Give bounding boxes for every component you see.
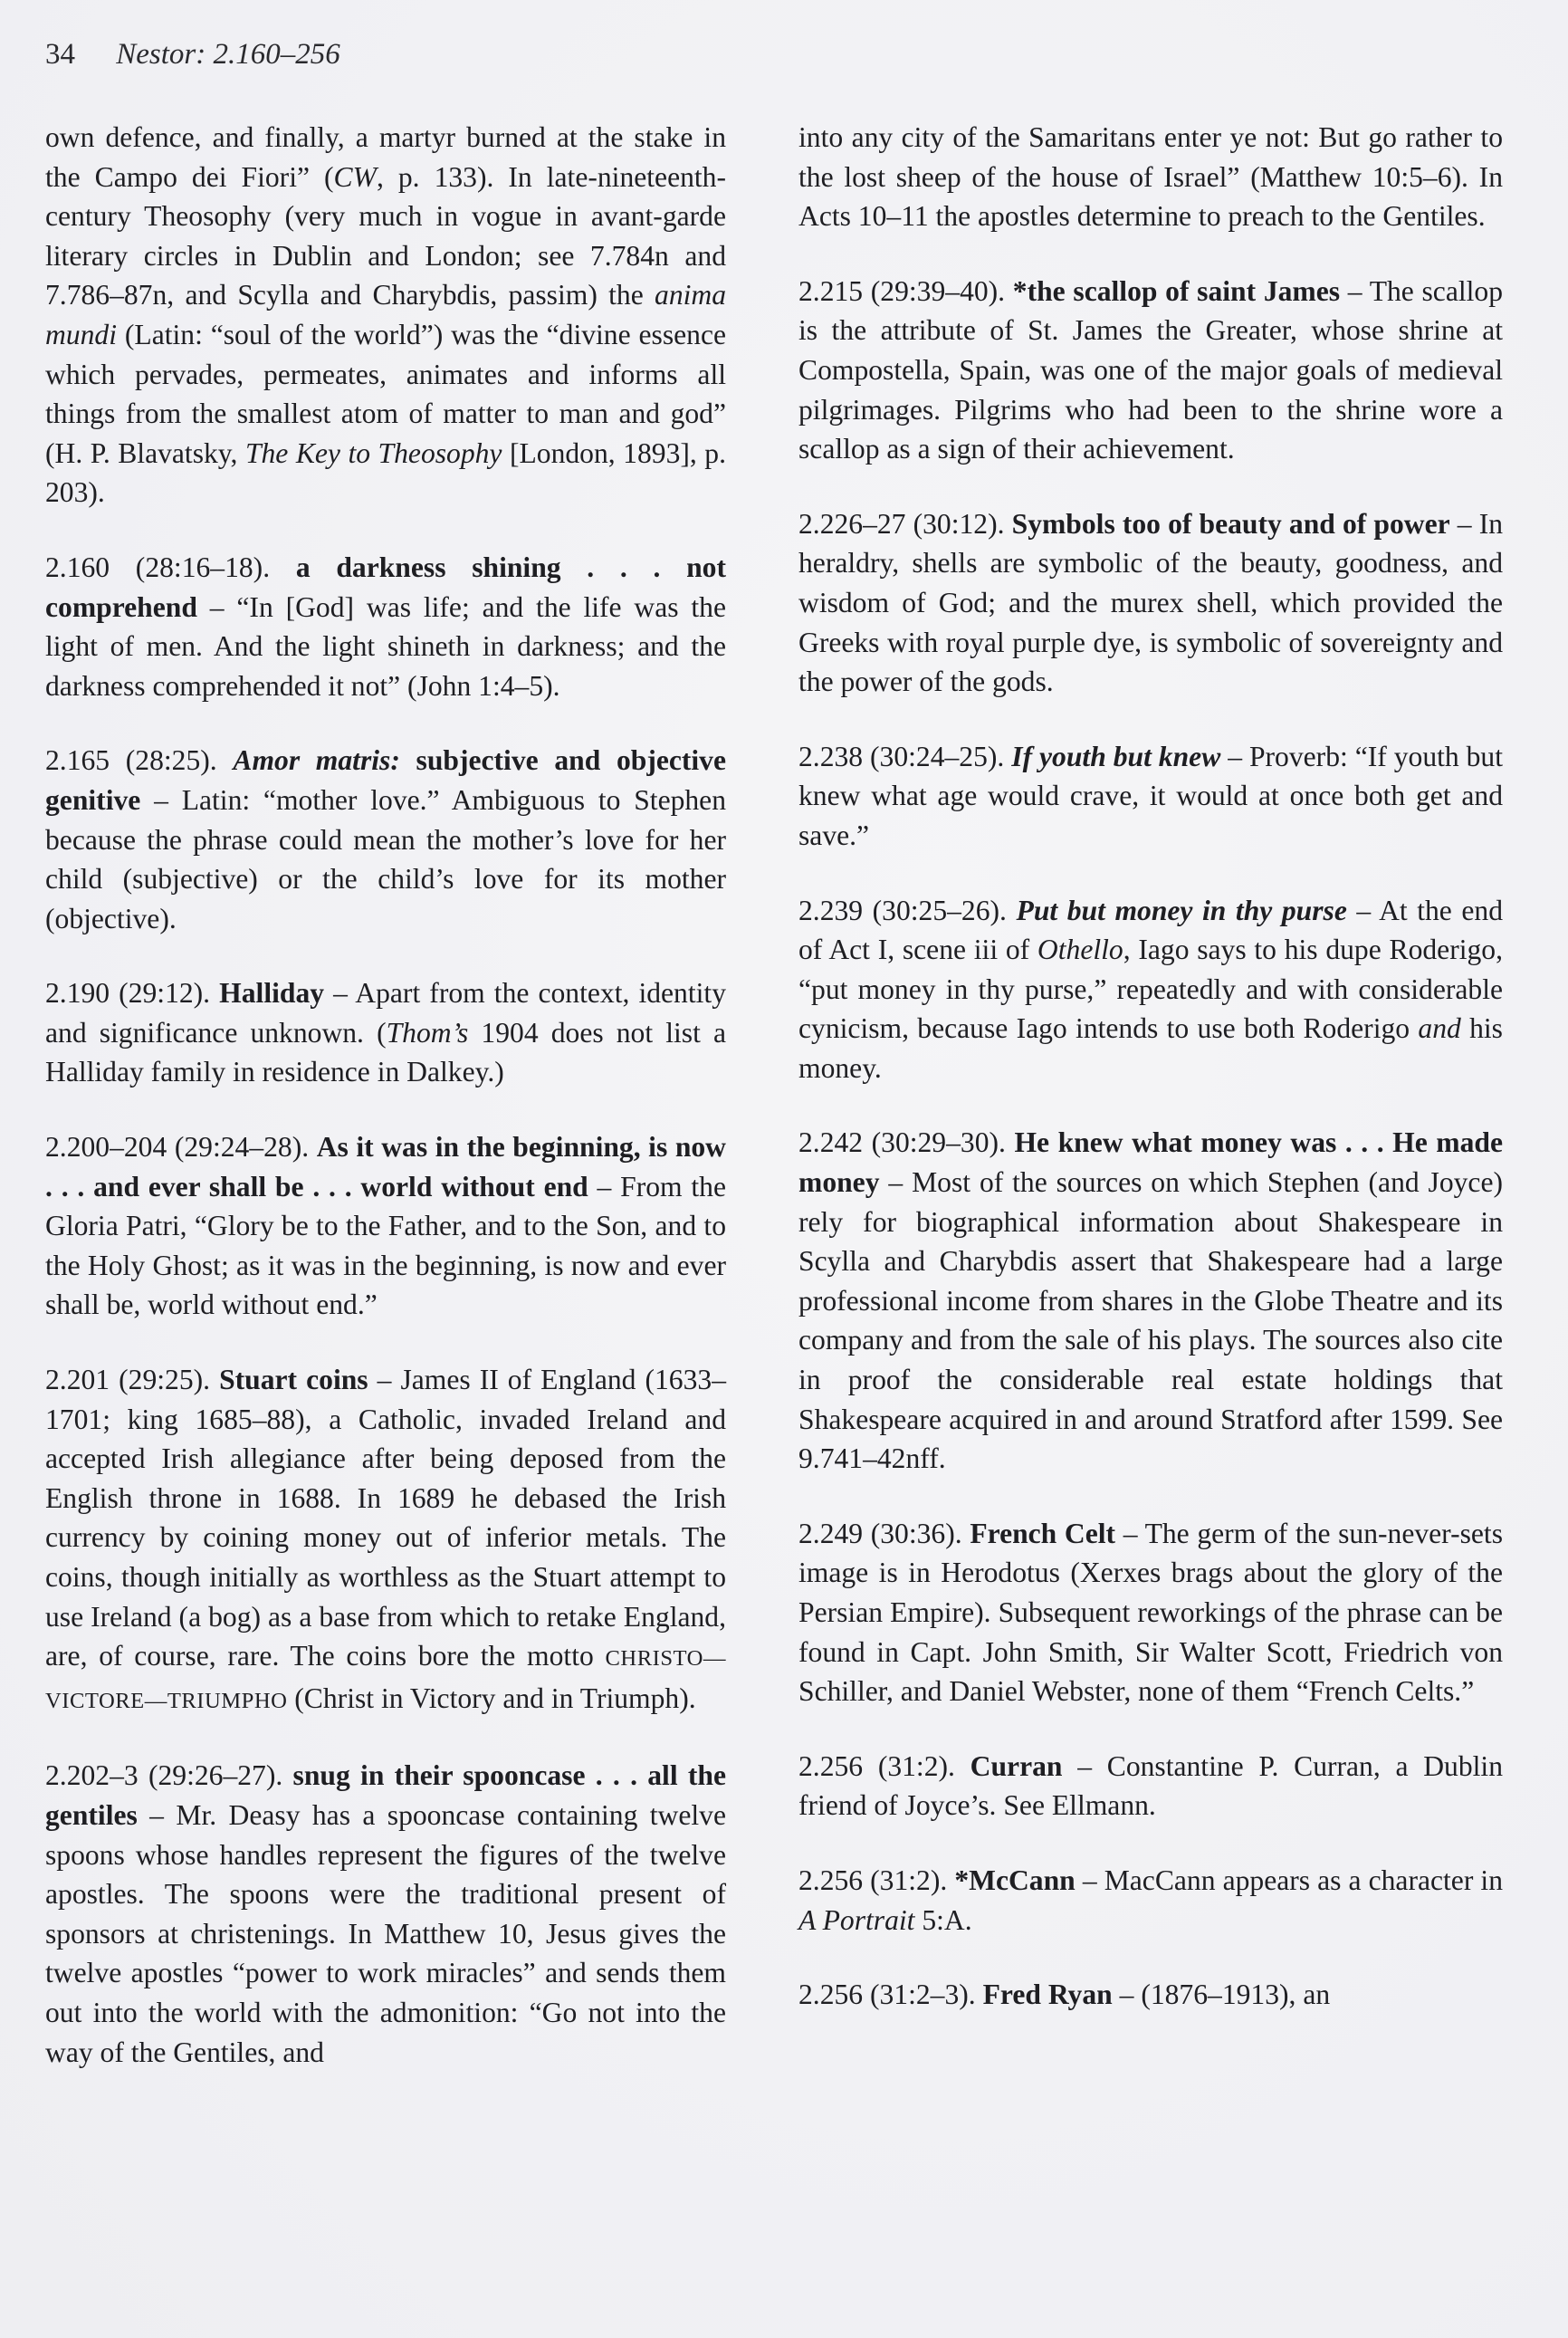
text-run: Mr. Deasy has a spooncase containing twelve spoons whose handles represent the figures of the twelve apostles. The spoons were the traditional present of sponsors at christenings. In Matthew 10, Jesus gives the twelve apostles “power to work miracles” and sends them out into the world with the admonition: “Go not into the way of the Gentiles, and: [45, 1798, 726, 2068]
gloss-text: [45, 1364, 726, 1714]
text-run: anima mundi: [45, 279, 726, 350]
lemma: [983, 1979, 1113, 2010]
lemma-run: Halliday: [219, 977, 325, 1010]
entry-paragraph: [45, 1127, 726, 1325]
line-reference: 2.256 (31:2).: [798, 1864, 948, 1896]
annotation-entry: [45, 548, 726, 705]
lemma-run: Symbols too of beauty and of power: [1011, 507, 1450, 540]
running-head: [45, 34, 340, 74]
text-run: At the end of Act I, scene iii of: [798, 894, 1504, 966]
lemma-separator: –: [140, 783, 182, 816]
text-run: The scallop is the attribute of St. James the Greater, whose shrine at Compostella, Spain, was one of the major goals of medieval pilgrimages. Pilgrims who had been to the shrine wore a scallop as a sign of their achievement.: [798, 274, 1503, 465]
text-run: and: [1418, 1012, 1461, 1045]
lemma-run: As it was in the beginning, is now . . . and ever shall be . . . world without end: [45, 1131, 727, 1203]
text-run: CHRISTO—VICTORE—TRIUMPHO: [45, 1646, 726, 1713]
text-run: his money.: [798, 1012, 1503, 1084]
line-reference: 2.238 (30:24–25).: [798, 740, 1005, 772]
lemma-run: subjective and objective genitive: [45, 744, 727, 816]
text-run: own defence, and finally, a martyr burned at the stake in the Campo dei Fiori” (: [45, 121, 726, 193]
entry-paragraph: [45, 973, 726, 1092]
text-run: [London, 1893], p. 203).: [45, 436, 726, 509]
entry-list: [798, 272, 1503, 2015]
annotation-entry: [45, 1127, 726, 1325]
lemma: [219, 977, 324, 1009]
entry-paragraph: [45, 1756, 726, 2072]
lemma-separator: –: [1449, 507, 1479, 540]
text-run: CW: [333, 160, 377, 193]
text-run: A Portrait: [798, 1903, 915, 1936]
line-reference: 2.200–204 (29:24–28).: [45, 1131, 310, 1164]
lemma-separator: –: [196, 590, 237, 623]
text-run: , Iago says to his dupe Roderigo, “put money in thy purse,” repeatedly and with considerable cynicism, because Iago intends to use both Roderigo: [798, 934, 1503, 1045]
annotation-entry: [45, 973, 726, 1092]
entry-list: [45, 548, 726, 2072]
text-run: Constantine P. Curran, a Dublin friend of Joyce’s. See Ellmann.: [798, 1749, 1503, 1822]
left-column: [45, 118, 726, 2107]
lemma-run: French Celt: [970, 1517, 1116, 1549]
lemma: [970, 1750, 1063, 1782]
annotation-entry: [798, 1747, 1503, 1825]
right-column: [798, 118, 1503, 2050]
line-reference: 2.160 (28:16–18).: [45, 551, 271, 583]
text-run: (1876–1913), an: [1141, 1979, 1331, 2011]
annotation-entry: [798, 1514, 1503, 1711]
lemma: [1017, 895, 1347, 926]
line-reference: 2.242 (30:29–30).: [798, 1126, 1006, 1159]
running-title: Nestor: 2.160–256: [116, 38, 340, 71]
lemma-run: Fred Ryan: [982, 1979, 1113, 2011]
lemma-run: *McCann: [954, 1864, 1076, 1896]
line-reference: 2.249 (30:36).: [798, 1517, 962, 1549]
text-run: (Christ in Victory and in Triumph).: [287, 1682, 696, 1714]
annotation-entry: [798, 737, 1503, 856]
entry-paragraph: [798, 737, 1503, 856]
annotation-entry: [45, 1756, 726, 2072]
line-reference: 2.215 (29:39–40).: [798, 274, 1006, 307]
text-run: Latin: “mother love.” Ambiguous to Stephen because the phrase could mean the mother’s love for her child (subjective) or the child’s love for its mother (objective).: [45, 783, 726, 934]
lemma-run: snug in their spooncase . . . all the gentiles: [45, 1759, 727, 1831]
line-reference: 2.201 (29:25).: [45, 1364, 211, 1396]
lemma: [219, 1364, 368, 1395]
entry-paragraph: [798, 1861, 1503, 1940]
lemma-separator: –: [1062, 1749, 1107, 1782]
annotation-entry: [798, 1123, 1503, 1478]
annotation-entry: [798, 272, 1503, 469]
text-run: into any city of the Samaritans enter ye not: But go rather to the lost sheep of the house of Israel” (Matthew 10:5–6). In Acts 10–11 the apostles determine to preach to the Gentiles.: [798, 121, 1503, 233]
line-reference: 2.256 (31:2).: [798, 1749, 955, 1782]
text-run: Thom’s: [386, 1016, 469, 1049]
entry-paragraph: [798, 1747, 1503, 1825]
lemma: [954, 1864, 1075, 1896]
text-run: , p. 133). In late-nineteenth-century Theosophy (very much in vogue in avant-garde literary circles in Dublin and London; see 7.784n and 7.786–87n, and Scylla and Charybdis, passim) the: [45, 160, 726, 311]
text-run: Most of the sources on which Stephen (and Joyce) rely for biographical information about Shakespeare in Scylla and Charybdis assert that Shakespeare had a large professional income from shares in the Globe Theatre and its company and from the sale of his plays. The sources also cite in proof the considerable real estate holdings that Shakespeare acquired in and around Stratford after 1599. See 9.741–42nff.: [798, 1166, 1504, 1475]
line-reference: 2.256 (31:2–3).: [798, 1979, 976, 2011]
text-run: 5:A.: [914, 1903, 972, 1936]
lemma-run: Curran: [970, 1749, 1063, 1782]
text-run: “In [God] was life; and the life was the light of men. And the light shineth in darkness; and the darkness comprehended it not” (John 1:4–5).: [45, 590, 726, 702]
lemma-separator: –: [588, 1170, 621, 1203]
text-run: Apart from the context, identity and significance unknown. (: [45, 977, 726, 1049]
text-run: MacCann appears as a character in: [1104, 1864, 1503, 1896]
lemma-separator: –: [879, 1166, 913, 1199]
text-run: The Key to Theosophy: [244, 436, 502, 469]
lemma-run: a darkness shining . . . not comprehend: [45, 551, 727, 623]
continuation-paragraph: [45, 118, 726, 513]
lemma-separator: –: [1075, 1864, 1104, 1896]
line-reference: 2.190 (29:12).: [45, 977, 211, 1010]
text-run: In heraldry, shells are symbolic of the beauty, goodness, and wisdom of God; and the murex shell, which provided the Greeks with royal purple dye, is symbolic of sovereignty and the power of the gods.: [798, 507, 1504, 698]
entry-paragraph: [798, 1514, 1503, 1711]
lemma-run: Put but money in thy purse: [1016, 894, 1347, 926]
lemma-separator: –: [1112, 1979, 1142, 2011]
entry-paragraph: [45, 1360, 726, 1720]
text-run: (Latin: “soul of the world”) was the “divine essence which pervades, permeates, animates and informs all things from the smallest atom of matter to man and god” (H. P. Blavatsky,: [45, 318, 726, 469]
entry-paragraph: [798, 1975, 1503, 2015]
lemma-run: He knew what money was . . . He made money: [798, 1126, 1503, 1199]
annotation-entry: [798, 504, 1503, 702]
entry-paragraph: [45, 741, 726, 938]
gloss-text: [798, 1166, 1503, 1474]
lemma-separator: –: [1115, 1517, 1145, 1549]
line-reference: 2.202–3 (29:26–27).: [45, 1759, 283, 1792]
page-number: 34: [45, 38, 75, 71]
line-reference: 2.165 (28:25).: [45, 744, 217, 777]
lemma: [1013, 275, 1340, 307]
lemma-separator: –: [324, 977, 356, 1010]
entry-paragraph: [798, 1123, 1503, 1478]
text-run: The germ of the sun-never-sets image is in Herodotus (Xerxes brags about the glory of the Persian Empire). Subsequent reworkings of the phrase can be found in Capt. John Smith, Sir Walter Scott, Friedrich von Schiller, and Daniel Webster, none of them “French Celts.”: [798, 1517, 1503, 1708]
annotation-entry: [45, 1360, 726, 1720]
lemma-separator: –: [137, 1798, 177, 1831]
entry-paragraph: [798, 272, 1503, 469]
lemma-run: *the scallop of saint James: [1012, 274, 1341, 307]
gloss-text: [1141, 1979, 1330, 2010]
annotation-entry: [798, 891, 1503, 1088]
text-run: James II of England (1633–1701; king 1685–88), a Catholic, invaded Ireland and accepted Irish allegiance after being deposed from the English throne in 1688. In 1689 he debased the Irish currency by coining money out of inferior metals. The coins, though initially as worthless as the Stuart attempt to use Ireland (a bog) as a base from which to retake England, are, of course, rare. The coins bore the motto: [45, 1364, 726, 1672]
annotation-entry: [798, 1975, 1503, 2015]
entry-paragraph: [798, 891, 1503, 1088]
text-run: Proverb: “If youth but knew what age would crave, it would at once both get and save.”: [798, 740, 1504, 851]
line-reference: 2.226–27 (30:12).: [798, 507, 1005, 540]
text-run: 1904 does not list a Halliday family in residence in Dalkey.): [45, 1016, 726, 1088]
entry-paragraph: [798, 504, 1503, 702]
lemma-run: Stuart coins: [219, 1364, 368, 1396]
annotation-entry: [798, 1861, 1503, 1940]
lemma-separator: –: [1220, 740, 1249, 772]
continuation-paragraph: [798, 118, 1503, 236]
gloss-text: [45, 1799, 726, 2068]
annotation-entry: [45, 741, 726, 938]
text-run: Othello: [1037, 934, 1123, 966]
lemma: [1012, 508, 1450, 540]
lemma-separator: –: [1346, 894, 1380, 926]
text-run: From the Gloria Patri, “Glory be to the Father, and to the Son, and to the Holy Ghost; as it was in the beginning, is now and ever shall be, world without end.”: [45, 1170, 726, 1321]
lemma-run: Amor matris:: [233, 744, 400, 777]
lemma: [1011, 741, 1220, 772]
entry-paragraph: [45, 548, 726, 705]
lemma-run: If youth but knew: [1011, 740, 1221, 772]
line-reference: 2.239 (30:25–26).: [798, 894, 1007, 926]
lemma-separator: –: [1340, 274, 1370, 307]
lemma-separator: –: [368, 1364, 401, 1396]
lemma: [970, 1518, 1115, 1549]
